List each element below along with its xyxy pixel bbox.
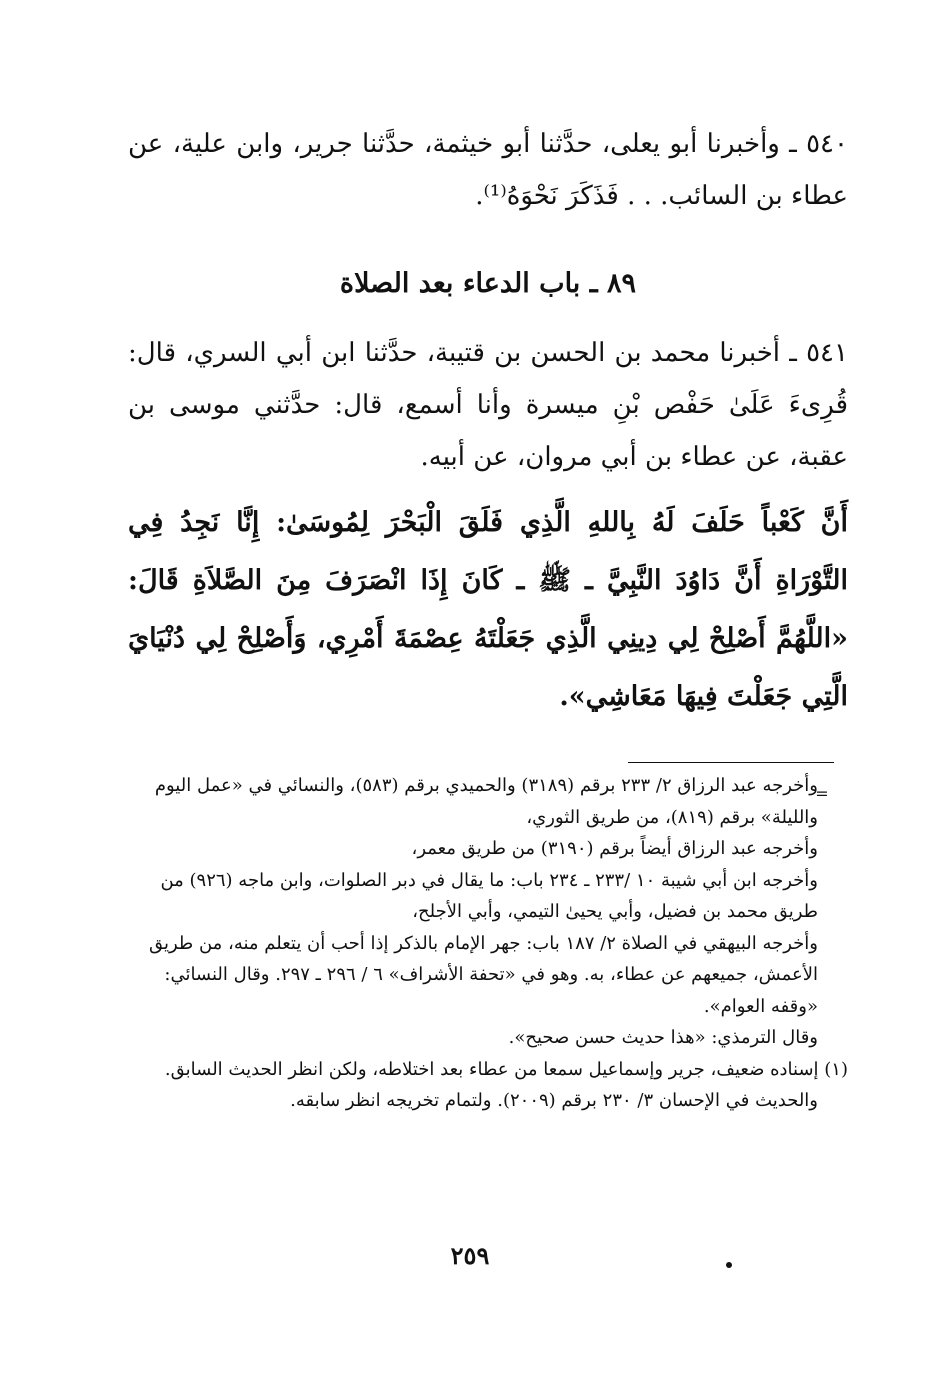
footnote-line: وأخرجه البيهقي في الصلاة ٢/ ١٨٧ باب: جهر الإمام بالذكر إذا أحب أن يتعلم منه، من طريق الأعمش، جميعهم عن عطاء، به. وهو في «تحفة الأشراف» ٦ / ٢٩٦ ـ ٢٩٧. وقال النسائي: «وقفه العوام». [148,932,818,1017]
footnote-line: وأخرجه ابن أبي شيبة ١٠ /٢٣٣ ـ ٢٣٤ باب: ما يقال في دبر الصلوات، وابن ماجه (٩٢٦) من طريق محمد بن فضيل، وأبي يحيىٰ التيمي، وأبي الأجلح، [160,869,818,922]
footnote-line: (١) إسناده ضعيف، جرير وإسماعيل سمعا من عطاء بعد اختلاطه، ولكن انظر الحديث السابق. [164,1058,848,1080]
footnote-separator-rule [628,762,834,763]
footnotes-block [112,770,848,1117]
footnote-line: وقال الترمذي: «هذا حديث حسن صحيح». [508,1027,818,1048]
footnote-line: وأخرجه عبد الرزاق أيضاً برقم (٣١٩٠) من طريق معمر، [411,838,818,859]
footnote-continuation-marker: = [815,784,829,803]
hadith-541-matn-paragraph: أَنَّ كَعْباً حَلَفَ لَهُ بِاللهِ الَّذِي فَلَقَ الْبَحْرَ لِمُوسَىٰ: إِنَّا نَجِدُ فِي التَّوْرَاةِ أَنَّ دَاوُدَ النَّبِيَّ ـ ﷺ ـ كَانَ إِذَا انْصَرَفَ مِنَ الصَّلاَةِ قَالَ: «اللَّهُمَّ أَصْلِحْ لِي دِينِي الَّذِي جَعَلْتَهُ عِصْمَةَ أَمْرِي، وَأَصْلِحْ لِي دُنْيَايَ الَّتِي جَعَلْتَ فِيهَا مَعَاشِي». [128,507,848,712]
hadith-541-isnad-paragraph: ٥٤١ ـ أخبرنا محمد بن الحسن بن قتيبة، حدَّثنا ابن أبي السري، قال: قُرِىءَ عَلَىٰ حَفْص بْنِ ميسرة وأنا أسمع، قال: حدَّثني موسى بن عقبة، عن عطاء بن أبي مروان، عن أبيه. [128,338,848,472]
page-number: ٢٥٩ [450,1241,490,1270]
chapter-heading: ٨٩ ـ باب الدعاء بعد الصلاة [339,268,637,299]
hadith-540-paragraph: ٥٤٠ ـ وأخبرنا أبو يعلى، حدَّثنا أبو خيثمة، حدَّثنا جرير، وابن علية، عن عطاء بن السائب. . . فَذَكَرَ نَحْوَهُ⁽¹⁾. [128,129,848,211]
footnote-line: والحديث في الإحسان ٣/ ٢٣٠ برقم (٢٠٠٩). ولتمام تخريجه انظر سابقه. [290,1090,818,1111]
dot-mark [726,1262,732,1268]
footnote-line: وأخرجه عبد الرزاق ٢/ ٢٣٣ برقم (٣١٨٩) والحميدي برقم (٥٨٣)، والنسائي في «عمل اليوم والليلة» برقم (٨١٩)، من طريق الثوري، [154,775,818,828]
